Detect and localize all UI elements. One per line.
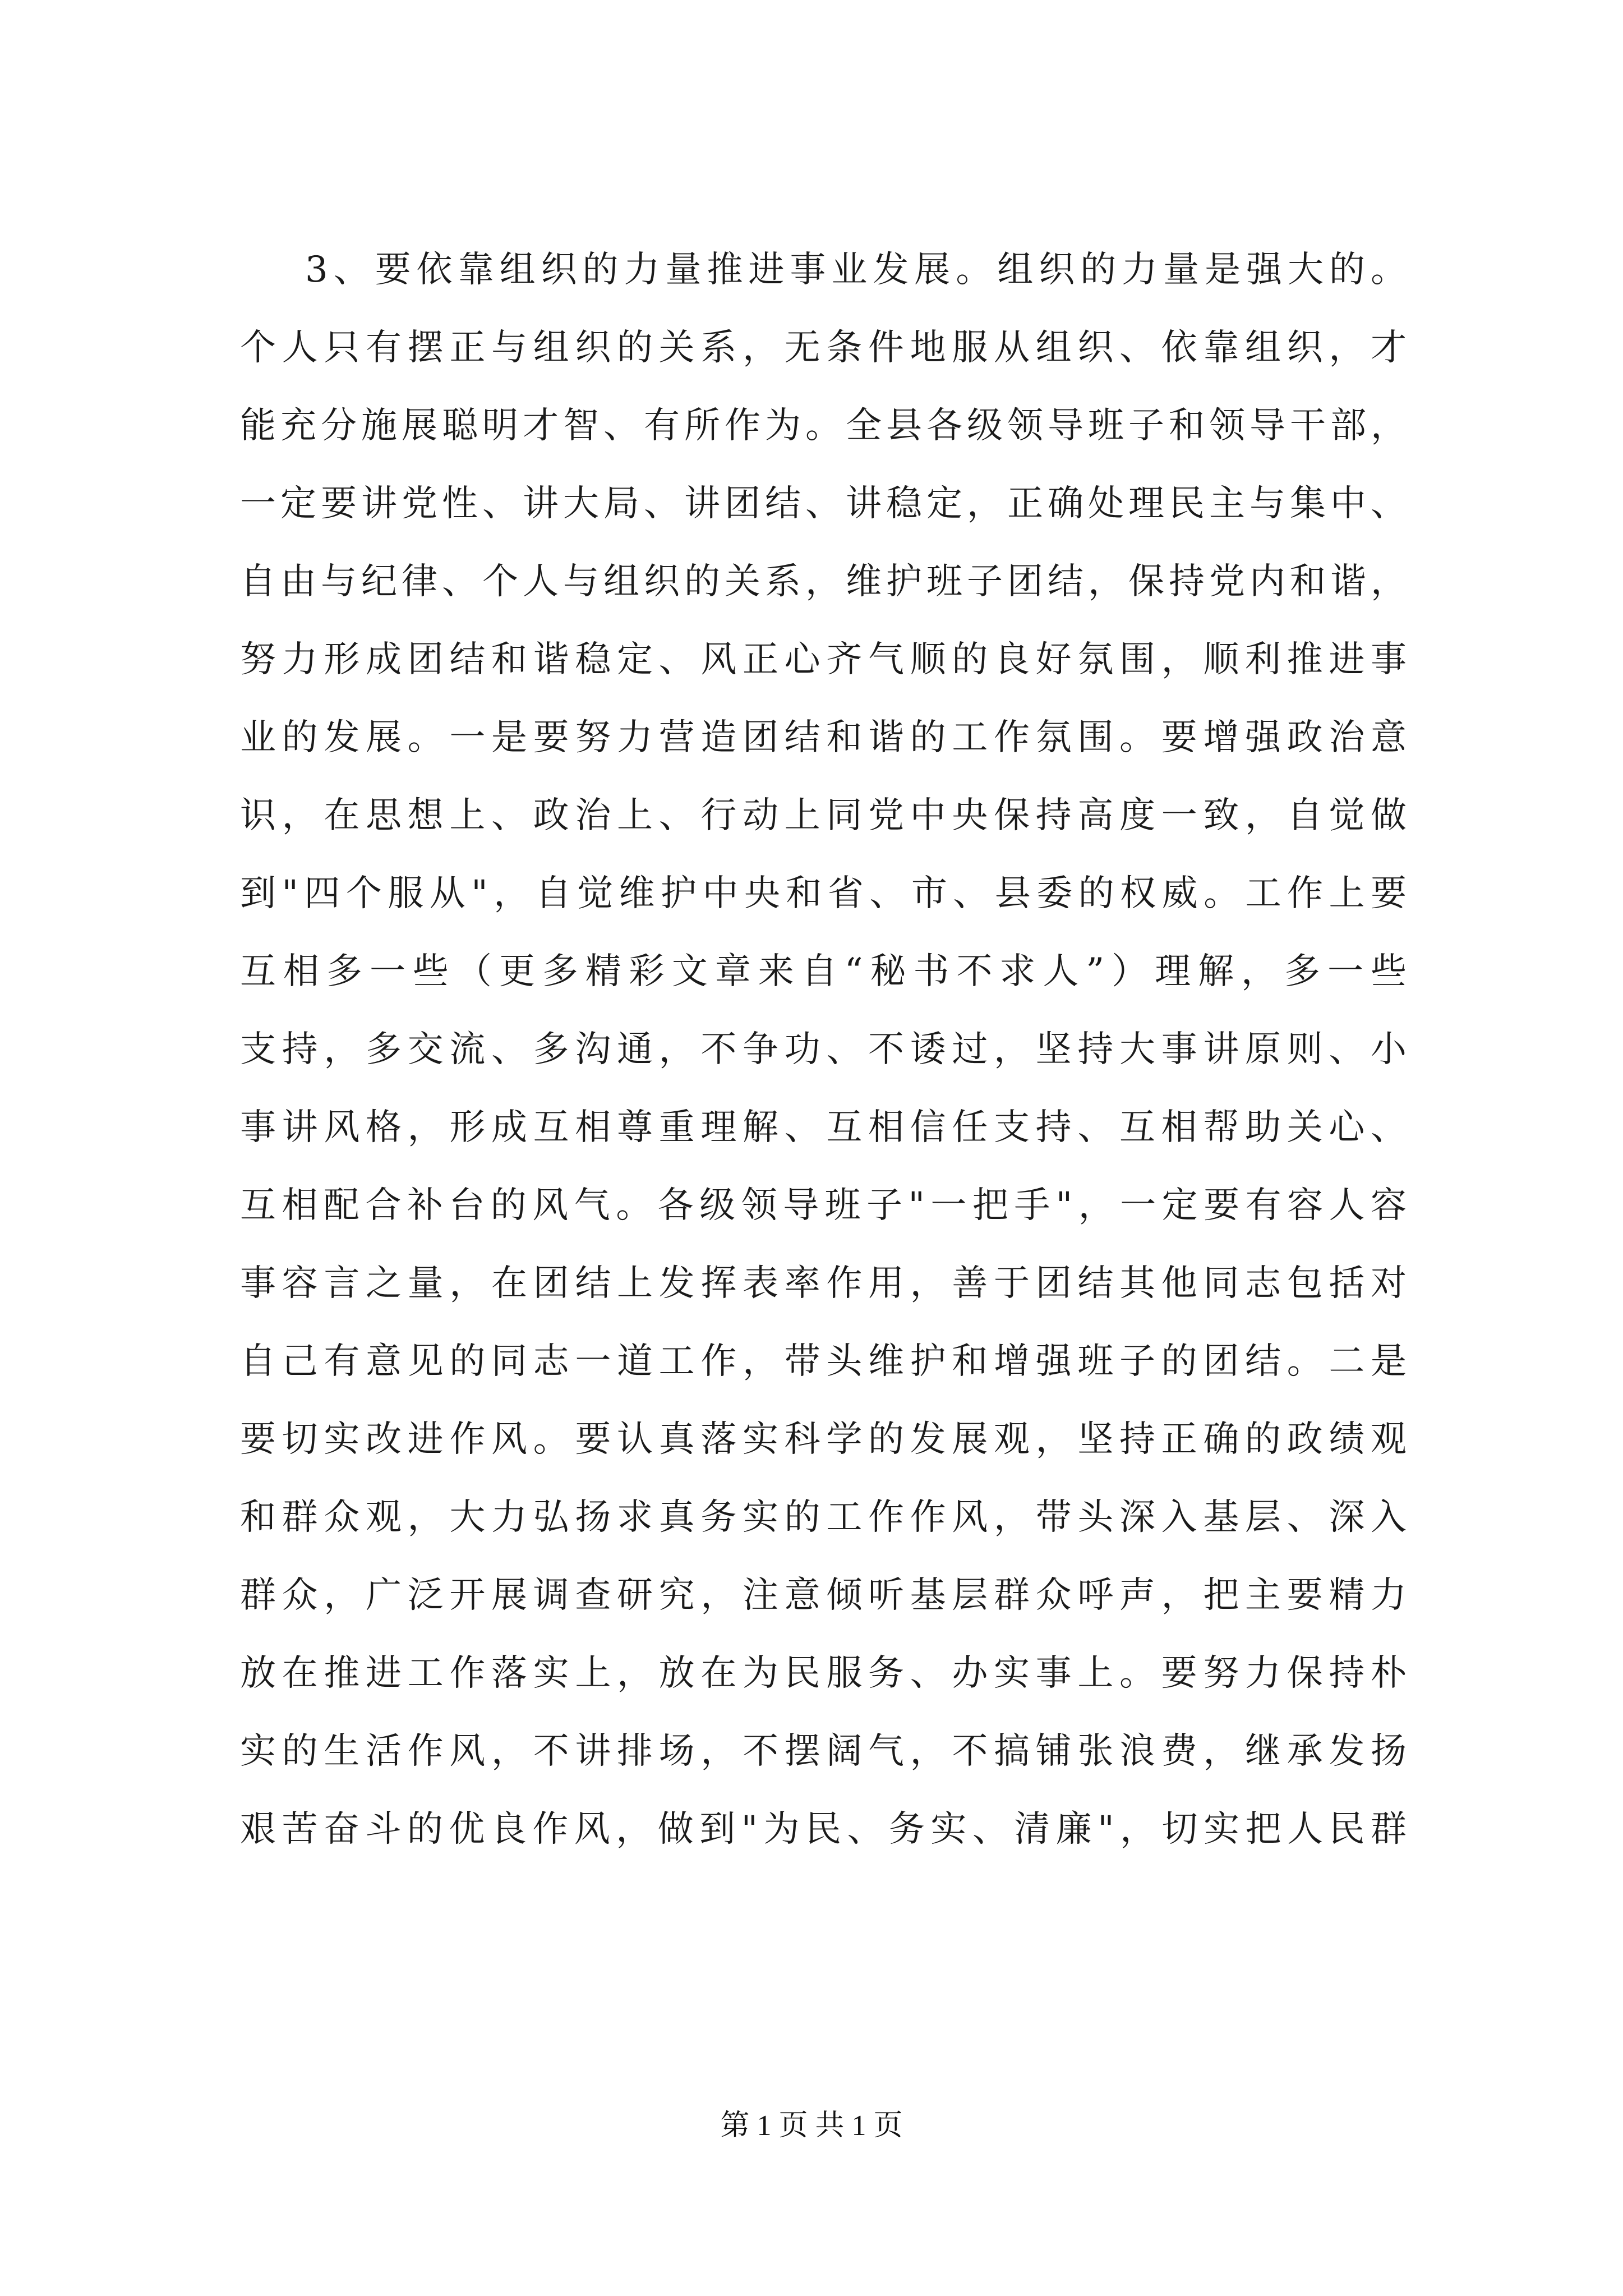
text-line: 一定要讲党性、讲大局、讲团结、讲稳定，正确处理民主与集中、 (240, 483, 1407, 524)
text-line: 识，在思想上、政治上、行动上同党中央保持高度一致，自觉做 (240, 795, 1407, 836)
text-line: 个人只有摆正与组织的关系，无条件地服从组织、依靠组织，才 (240, 327, 1407, 369)
text-line: 放在推进工作落实上，放在为民服务、办实事上。要努力保持朴 (240, 1653, 1407, 1694)
text-line: 互相多一些（更多精彩文章来自“秘书不求人”）理解，多一些 (240, 951, 1407, 992)
text-line: 群众，广泛开展调查研究，注意倾听基层群众呼声，把主要精力 (240, 1575, 1407, 1616)
text-line: 业的发展。一是要努力营造团结和谐的工作氛围。要增强政治意 (240, 717, 1407, 758)
text-line: 自己有意见的同志一道工作，带头维护和增强班子的团结。二是 (240, 1341, 1407, 1382)
text-line: 和群众观，大力弘扬求真务实的工作作风，带头深入基层、深入 (240, 1497, 1407, 1538)
text-line: 自由与纪律、个人与组织的关系，维护班子团结，保持党内和谐， (240, 561, 1407, 602)
page-number-footer: 第 1 页 共 1 页 (720, 2110, 903, 2142)
text-line: 事容言之量，在团结上发挥表率作用，善于团结其他同志包括对 (240, 1263, 1407, 1304)
body-paragraph (240, 231, 1407, 1869)
text-line: 到"四个服从"，自觉维护中央和省、市、县委的权威。工作上要 (240, 873, 1407, 914)
text-line: 互相配合补台的风气。各级领导班子"一把手"，一定要有容人容 (240, 1185, 1407, 1226)
text-line: 要切实改进作风。要认真落实科学的发展观，坚持正确的政绩观 (240, 1419, 1407, 1460)
text-line: 实的生活作风，不讲排场，不摆阔气，不搞铺张浪费，继承发扬 (240, 1731, 1407, 1772)
text-line: 努力形成团结和谐稳定、风正心齐气顺的良好氛围，顺利推进事 (240, 639, 1407, 680)
text-line: 支持，多交流、多沟通，不争功、不诿过，坚持大事讲原则、小 (240, 1029, 1407, 1070)
text-line: 能充分施展聪明才智、有所作为。全县各级领导班子和领导干部， (240, 405, 1407, 447)
text-line: 3、要依靠组织的力量推进事业发展。组织的力量是强大的。 (305, 249, 1407, 291)
text-line: 事讲风格，形成互相尊重理解、互相信任支持、互相帮助关心、 (240, 1107, 1407, 1148)
text-line: 艰苦奋斗的优良作风，做到"为民、务实、清廉"，切实把人民群 (240, 1809, 1407, 1850)
